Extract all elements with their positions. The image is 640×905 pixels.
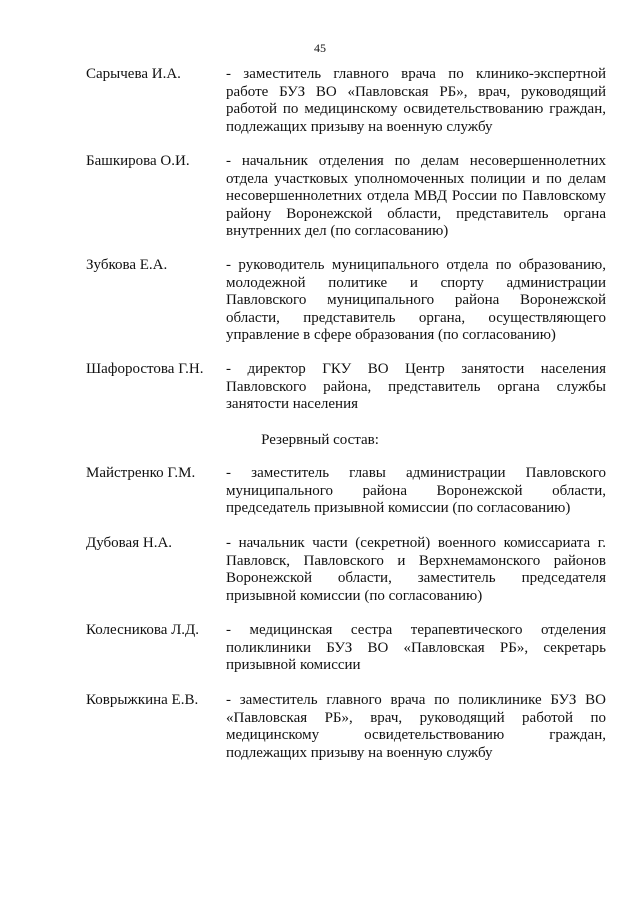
member-entry [86,361,606,414]
member-role: - начальник части (секретной) военного комиссариата г. Павловск, Павловского и Верхнемамонского районов Воронежской области, заместитель председателя призывной комиссии (по согласованию) [226,535,606,604]
member-role: - руководитель муниципального отдела по образованию, молодежной политике и спорту администрации Павловского муниципального района Воронежской области, представитель органа, осуществляющего управление в сфере образования (по согласованию) [226,257,606,343]
reserve-member-entry [86,535,606,605]
member-name: Зубкова Е.А. [86,257,168,273]
reserve-member-entry [86,465,606,518]
member-entry [86,66,606,136]
member-name: Коврыжкина Е.В. [86,692,199,708]
member-name: Колесникова Л.Д. [86,622,200,638]
member-role: - заместитель главы администрации Павловского муниципального района Воронежской области, председатель призывной комиссии (по согласованию) [226,465,606,516]
member-name: Сарычева И.А. [86,66,181,82]
reserve-heading: Резервный состав: [261,432,379,448]
member-role: - медицинская сестра терапевтического отделения поликлиники БУЗ ВО «Павловская РБ», секретарь призывной комиссии [226,622,606,673]
member-role: - заместитель главного врача по клинико-экспертной работе БУЗ ВО «Павловская РБ», врач, руководящий работой по медицинскому освидетельствованию граждан, подлежащих призыву на военную службу [226,66,606,135]
reserve-member-entry [86,622,606,675]
member-role: - директор ГКУ ВО Центр занятости населения Павловского района, представитель органа службы занятости населения [226,361,606,412]
member-name: Майстренко Г.М. [86,465,196,481]
member-entry [86,153,606,241]
page-number: 45 [314,41,326,55]
reserve-member-entry [86,692,606,762]
member-name: Шафоростова Г.Н. [86,361,204,377]
member-name: Дубовая Н.А. [86,535,173,551]
member-name: Башкирова О.И. [86,153,190,169]
member-entry [86,257,606,345]
member-role: - начальник отделения по делам несовершеннолетних отдела участковых уполномоченных полиции и по делам несовершеннолетних отдела МВД России по Павловскому району Воронежской области, представитель органа внутренних дел (по согласованию) [226,153,606,239]
member-role: - заместитель главного врача по поликлинике БУЗ ВО «Павловская РБ», врач, руководящий работой по медицинскому освидетельствованию граждан, подлежащих призыву на военную службу [226,692,606,761]
